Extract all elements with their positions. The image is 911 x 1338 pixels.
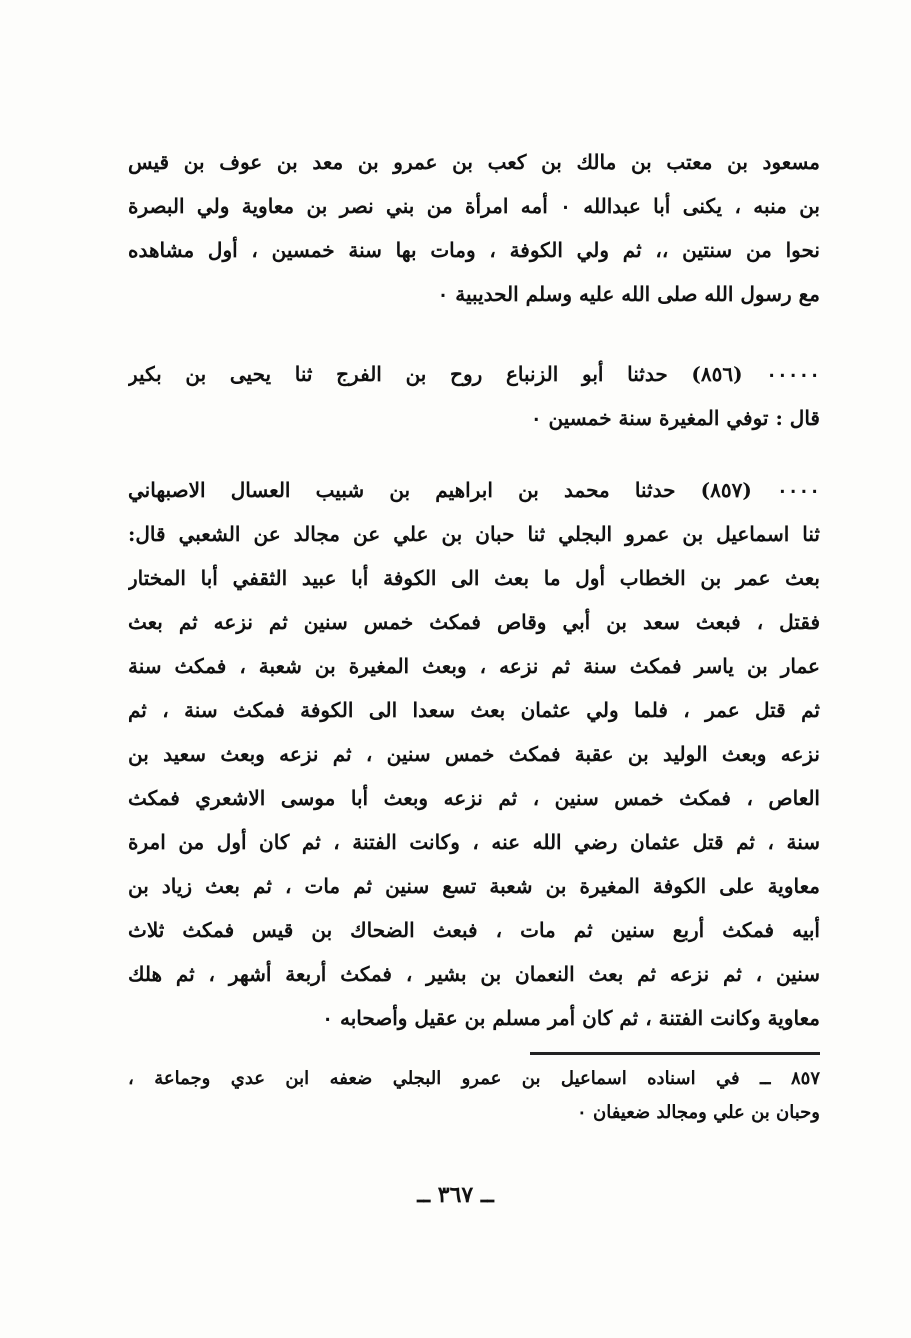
- footnote-line: ٨٥٧ ــ في اسناده اسماعيل بن عمرو البجلي ضعفه ابن عدي وجماعة ،: [128, 1068, 820, 1089]
- text-line: نحوا من سنتين ،، ثم ولي الكوفة ، ومات بها سنة خمسين ، أول مشاهده: [128, 238, 820, 262]
- footnote-section: [128, 1062, 820, 1130]
- text-line: نزعه وبعث الوليد بن عقبة فمكث خمس سنين ، ثم نزعه وبعث سعيد بن: [128, 742, 820, 766]
- text-line: معاوية على الكوفة المغيرة بن شعبة تسع سنين ثم مات ، ثم بعث زياد بن: [128, 874, 820, 898]
- text-line: ثنا اسماعيل بن عمرو البجلي ثنا حبان بن علي عن مجالد عن الشعبي قال:: [128, 522, 820, 546]
- text-line: بعث عمر بن الخطاب أول ما بعث الى الكوفة أبا عبيد الثقفي أبا المختار: [128, 566, 820, 590]
- text-line: العاص ، فمكث خمس سنين ، ثم نزعه وبعث أبا موسى الاشعري فمكث: [128, 786, 820, 810]
- text-line: مع رسول الله صلى الله عليه وسلم الحديبية ٠: [437, 282, 820, 306]
- continuation-paragraph: [128, 140, 820, 316]
- page-number: ــ ٣٦٧ ــ: [417, 1182, 494, 1208]
- text-line: عمار بن ياسر فمكث سنة ثم نزعه ، وبعث المغيرة بن شعبة ، فمكث سنة: [128, 654, 820, 678]
- hadith-heading: ٠٠٠٠٠ (٨٥٦) حدثنا أبو الزنباع روح بن الفرج ثنا يحيى بن بكير: [128, 362, 820, 386]
- text-line: أبيه فمكث أربع سنين ثم مات ، فبعث الضحاك بن قيس فمكث ثلاث: [128, 918, 820, 942]
- text-line: سنين ، ثم نزعه ثم بعث النعمان بن بشير ، فمكث أربعة أشهر ، ثم هلك: [128, 962, 820, 986]
- text-line: ثم قتل عمر ، فلما ولي عثمان بعث سعدا الى الكوفة فمكث سنة ، ثم: [128, 698, 820, 722]
- footnote-divider: [530, 1052, 820, 1055]
- text-line: معاوية وكانت الفتنة ، ثم كان أمر مسلم بن عقيل وأصحابه ٠: [322, 1006, 820, 1030]
- hadith-857: [128, 468, 820, 1040]
- hadith-856: [128, 352, 820, 440]
- text-line: مسعود بن معتب بن مالك بن كعب بن عمرو بن معد بن عوف بن قيس: [128, 150, 820, 174]
- hadith-heading: ٠٠٠٠ (٨٥٧) حدثنا محمد بن ابراهيم بن شبيب العسال الاصبهاني: [128, 478, 820, 502]
- text-line: قال : توفي المغيرة سنة خمسين ٠: [530, 406, 820, 430]
- text-line: بن منبه ، يكنى أبا عبدالله ٠ أمه امرأة من بني نصر بن معاوية ولي البصرة: [128, 194, 820, 218]
- text-line: فقتل ، فبعث سعد بن أبي وقاص فمكث خمس سنين ثم نزعه ثم بعث: [128, 610, 820, 634]
- text-line: سنة ، ثم قتل عثمان رضي الله عنه ، وكانت الفتنة ، ثم كان أول من امرة: [128, 830, 820, 854]
- footnote-line: وحبان بن علي ومجالد ضعيفان ٠: [577, 1102, 820, 1123]
